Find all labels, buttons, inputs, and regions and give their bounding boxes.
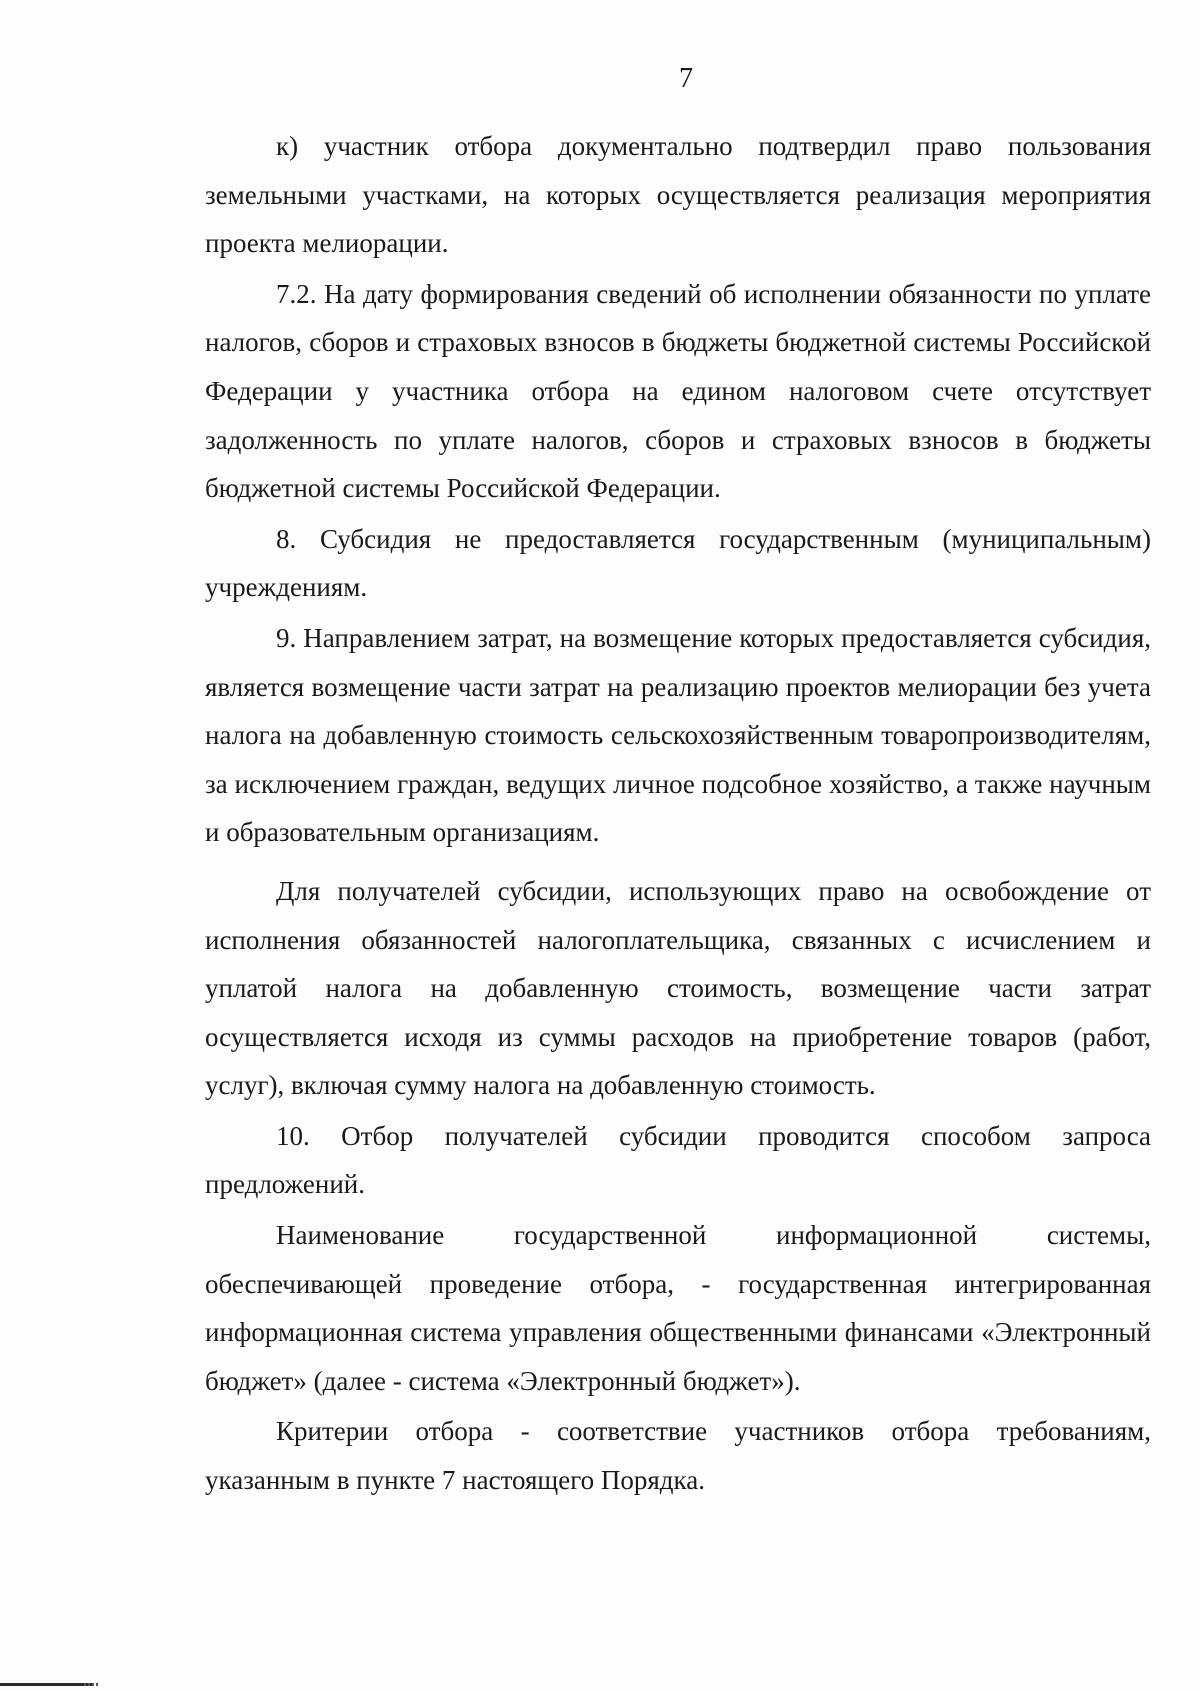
paragraph-vat-exemption: Для получателей субсидии, использующих право на освобождение от исполнения обязанностей налогоплательщика, связанных с исчислением и уплатой налога на добавленную стоимость, возмещение части затрат осуществляется исходя из суммы расходов на приобретение товаров (работ, услуг), включая сумму налога на добавленную стоимость. [205,875,1151,1101]
paragraph-selection-criteria: Критерии отбора - соответствие участников отбора требованиям, указанным в пункте 7 настоящего Порядка. [205,1416,1151,1496]
scan-edge-mark [0,1683,92,1686]
paragraph-7-2: 7.2. На дату формирования сведений об исполнении обязанности по уплате налогов, сборов и страховых взносов в бюджеты бюджетной системы Российской Федерации у участника отбора на едином налоговом счете отсутствует задолженность по уплате налогов, сборов и страховых взносов в бюджеты бюджетной системы Российской Федерации. [205,278,1151,504]
paragraph-8: 8. Субсидия не предоставляется государственным (муниципальным) учреждениям. [205,523,1151,603]
paragraph-information-system: Наименование государственной информационной системы, обеспечивающей проведение отбора, - государственная интегрированная информационная система управления общественными финансами «Электронный бюджет» (далее - система «Электронный бюджет»). [205,1220,1151,1396]
paragraph-10: 10. Отбор получателей субсидии проводится способом запроса предложений. [205,1120,1151,1200]
paragraph-9: 9. Направлением затрат, на возмещение которых предоставляется субсидия, является возмещение части затрат на реализацию проектов мелиорации без учета налога на добавленную стоимость сельскохозяйственным товаропроизводителям, за исключением граждан, ведущих личное подсобное хозяйство, а также научным и образовательным организациям. [205,622,1151,848]
page-number: 7 [679,63,693,94]
scan-edge-dots [84,1683,98,1686]
paragraph-item-k: к) участник отбора документально подтвердил право пользования земельными участками, на которых осуществляется реализация мероприятия проекта мелиорации. [205,131,1151,259]
document-body [205,122,1151,1505]
